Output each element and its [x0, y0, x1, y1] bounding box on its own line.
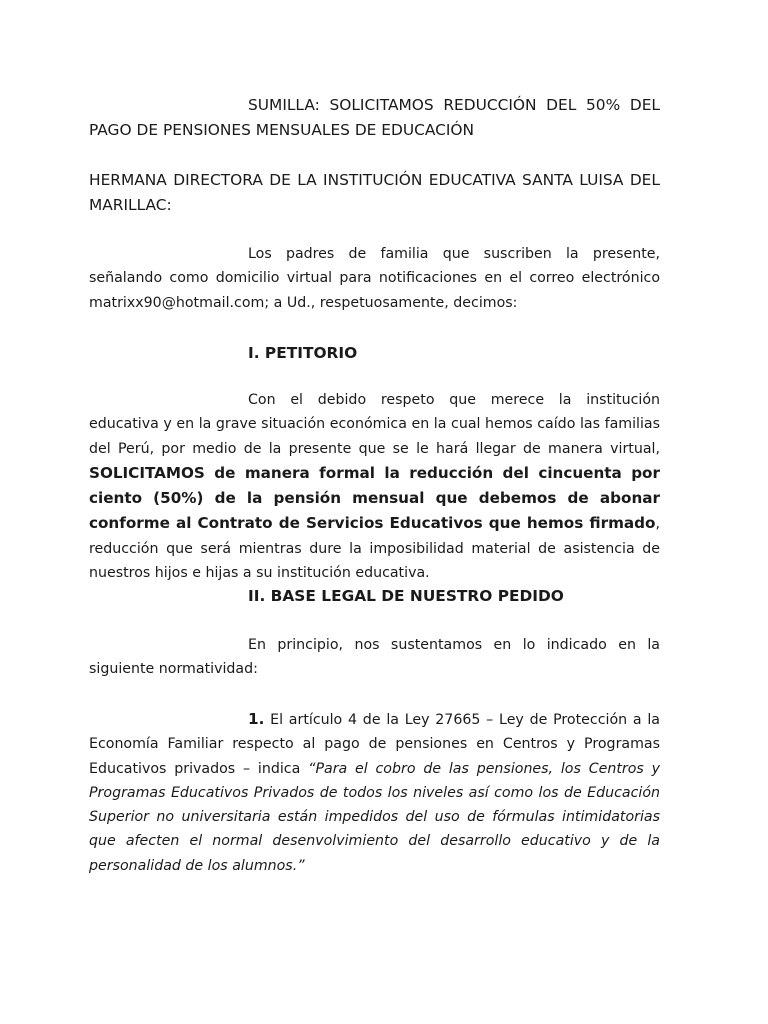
petitorio-text-1: Con el debido respeto que merece la institución educativa y en la grave situación económica en la cual hemos caído las familias del Perú, por medio de la presente que se le hará llegar de manera virtual, [89, 392, 660, 457]
intro-paragraph [89, 242, 660, 315]
sumilla-text: SOLICITAMOS REDUCCIÓN DEL 50% DEL PAGO DE PENSIONES MENSUALES DE EDUCACIÓN [89, 96, 660, 139]
principio-paragraph: En principio, nos sustentamos en lo indicado en la siguiente normatividad: [89, 637, 660, 678]
petitorio-text-2: , reducción que será mientras dure la imposibilidad material de asistencia de nuestros hijos e hijas a su institución educativa. [89, 516, 660, 582]
sumilla-label: SUMILLA: [248, 96, 320, 114]
article-paragraph [89, 707, 660, 878]
article-number: 1. [248, 710, 265, 728]
article-text: El artículo 4 de la Ley 27665 – Ley de Protección a la Economía Familiar respecto al pago de pensiones en Centros y Programas Educativos privados – indica [89, 712, 660, 777]
petitorio-bold-request: SOLICITAMOS de manera formal la reducción del cincuenta por ciento (50%) de la pensión mensual que debemos de abonar conforme al Contrato de Servicios Educativos que hemos firmado [89, 463, 660, 533]
intro-text-2: ; a Ud., respetuosamente, decimos: [264, 294, 518, 311]
section-title-base-legal: II. BASE LEGAL DE NUESTRO PEDIDO [248, 587, 564, 605]
petitorio-paragraph [89, 388, 660, 585]
addressee-paragraph: HERMANA DIRECTORA DE LA INSTITUCIÓN EDUCATIVA SANTA LUISA DEL MARILLAC: [89, 171, 660, 214]
intro-text-1: Los padres de familia que suscriben la presente, señalando como domicilio virtual para notificaciones en el correo electrónico [89, 246, 660, 287]
article-quote: “Para el cobro de las pensiones, los Centros y Programas Educativos Privados de todos los niveles así como los de Educación Superior no universitaria están impedidos del uso de fórmulas intimidatorias que afecten el normal desenvolvimiento del desarrollo educativo y de la personalidad de los alumnos.” [89, 760, 660, 874]
email-address: matrixx90@hotmail.com [89, 294, 265, 311]
sumilla-paragraph [89, 93, 660, 143]
section-title-petitorio: I. PETITORIO [248, 344, 358, 362]
